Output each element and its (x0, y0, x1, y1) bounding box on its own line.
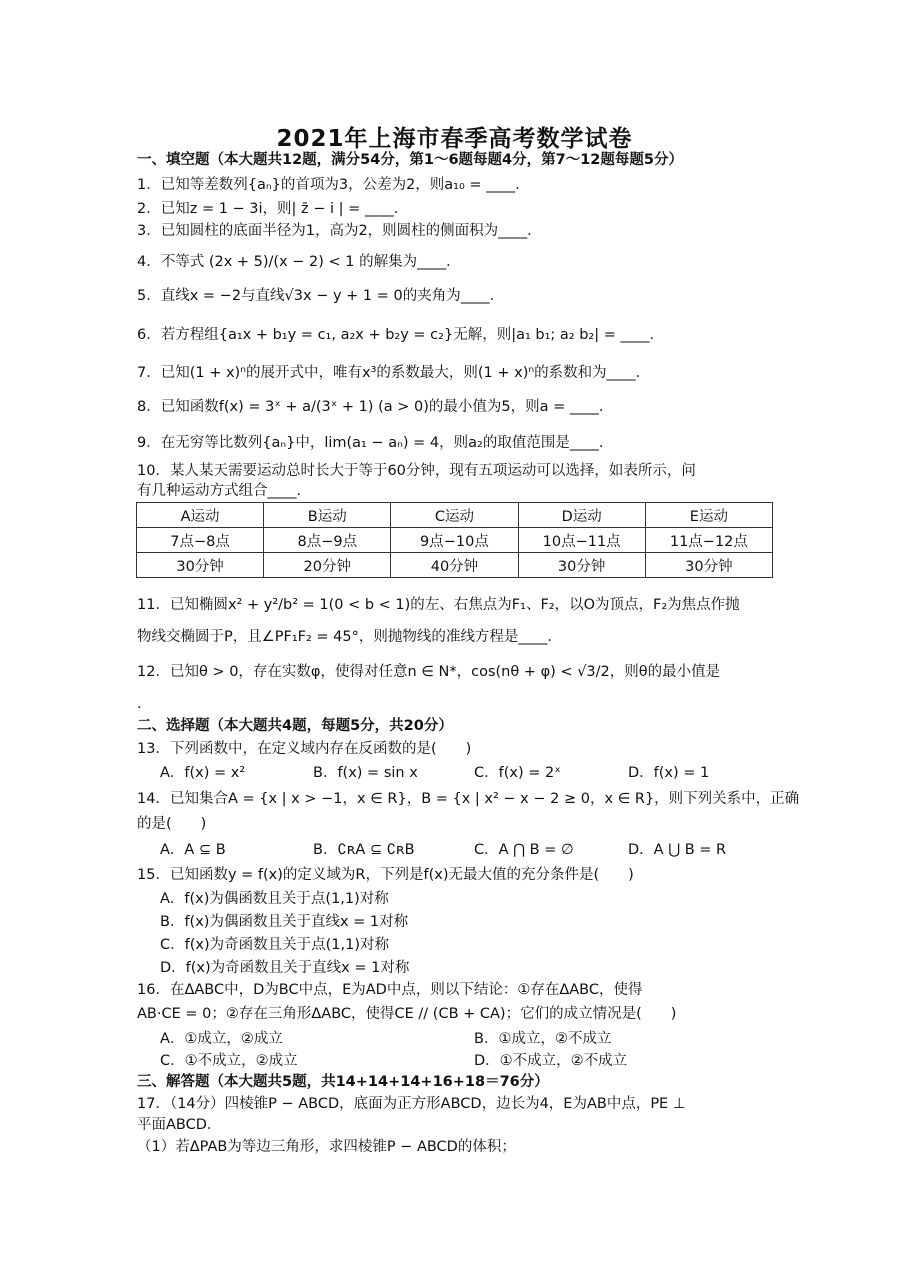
table-cell: 11点−12点 (645, 528, 772, 553)
question-16-line1: 16．在ΔABC中，D为BC中点，E为AD中点，则以下结论：①存在ΔABC，使得 (137, 982, 643, 998)
q16-option-d: D．①不成立，②不成立 (474, 1053, 628, 1069)
q13-option-b: B．f(x) = sin x (313, 765, 418, 781)
q16-option-b: B．①成立，②不成立 (474, 1031, 612, 1047)
q16-option-a: A．①成立，②成立 (160, 1031, 283, 1047)
question-10-line2: 有几种运动方式组合____． (137, 483, 311, 499)
q15-option-a: A．f(x)为偶函数且关于点(1,1)对称 (160, 891, 389, 907)
question-16-line2: AB·CE = 0；②存在三角形ΔABC，使得CE // (CB + CA)；它们的成立情况是( ) (137, 1006, 677, 1022)
question-14-line1: 14．已知集合A = {x | x > −1，x ∈ R}，B = {x | x² − x − 2 ≥ 0，x ∈ R}，则下列关系中，正确 (137, 791, 800, 807)
table-cell: 30分钟 (645, 553, 772, 578)
question-9: 9．在无穷等比数列{aₙ}中，lim(a₁ − aₙ) = 4，则a₂的取值范围是____． (137, 435, 614, 451)
table-row (137, 528, 773, 553)
q15-option-d: D．f(x)为奇函数且关于直线x = 1对称 (160, 960, 410, 976)
q13-option-d: D．f(x) = 1 (628, 765, 710, 781)
table-cell: A运动 (137, 503, 264, 528)
table-header-row (137, 503, 773, 528)
question-17-line1: 17．（14分）四棱锥P − ABCD，底面为正方形ABCD，边长为4，E为AB中点，PE ⊥ (137, 1096, 686, 1112)
table-cell: 8点−9点 (264, 528, 391, 553)
table-cell: 30分钟 (518, 553, 645, 578)
table-row (137, 553, 773, 578)
q16-option-c: C．①不成立，②成立 (160, 1053, 298, 1069)
question-17-part1: （1）若ΔPAB为等边三角形，求四棱锥P − ABCD的体积； (137, 1139, 516, 1155)
q13-option-a: A．f(x) = x² (160, 765, 246, 781)
q14-option-c: C．A ⋂ B = ∅ (474, 842, 574, 858)
table-cell: 10点−11点 (518, 528, 645, 553)
question-11-line1: 11．已知椭圆x² + y²/b² = 1(0 < b < 1)的左、右焦点为F₁、F₂，以O为顶点，F₂为焦点作抛 (137, 597, 740, 613)
table-cell: E运动 (645, 503, 772, 528)
question-7: 7．已知(1 + x)ⁿ的展开式中，唯有x³的系数最大，则(1 + x)ⁿ的系数和为____． (137, 365, 651, 381)
table-cell: C运动 (391, 503, 518, 528)
table-cell: 20分钟 (264, 553, 391, 578)
table-cell: B运动 (264, 503, 391, 528)
question-15: 15．已知函数y = f(x)的定义域为R，下列是f(x)无最大值的充分条件是( ) (137, 867, 634, 883)
exam-title: 2021年上海市春季高考数学试卷 (276, 126, 633, 152)
q14-option-d: D．A ⋃ B = R (628, 842, 727, 858)
section-2-heading: 二、选择题（本大题共4题，每题5分，共20分） (137, 718, 453, 734)
question-3: 3．已知圆柱的底面半径为1，高为2，则圆柱的侧面积为____． (137, 223, 542, 239)
question-12-line1: 12．已知θ > 0，存在实数φ，使得对任意n ∈ N*，cos(nθ + φ) < √3/2，则θ的最小值是 (137, 664, 721, 680)
question-5: 5．直线x = −2与直线√3x − y + 1 = 0的夹角为____． (137, 288, 505, 304)
question-17-line2: 平面ABCD． (137, 1117, 222, 1133)
question-4: 4．不等式 (2x + 5)/(x − 2) < 1 的解集为____． (137, 254, 461, 270)
question-6: 6．若方程组{a₁x + b₁y = c₁, a₂x + b₂y = c₂}无解，则|a₁ b₁; a₂ b₂| = ____． (137, 327, 664, 343)
table-cell: 30分钟 (137, 553, 264, 578)
question-2: 2．已知z = 1 − 3i，则| z̄ − i | = ____． (137, 201, 409, 217)
q14-option-b: B．∁ʀA ⊆ ∁ʀB (313, 842, 415, 858)
table-cell: D运动 (518, 503, 645, 528)
section-3-heading: 三、解答题（本大题共5题，共14+14+14+16+18＝76分） (137, 1074, 549, 1090)
table-cell: 40分钟 (391, 553, 518, 578)
question-12-line2: ． (137, 696, 152, 712)
question-1: 1．已知等差数列{aₙ}的首项为3，公差为2，则a₁₀ = ____． (137, 177, 530, 193)
q15-option-b: B．f(x)为偶函数且关于直线x = 1对称 (160, 914, 409, 930)
question-8: 8．已知函数f(x) = 3ˣ + a/(3ˣ + 1) (a > 0)的最小值为5，则a = ____． (137, 399, 614, 415)
q13-option-c: C．f(x) = 2ˣ (474, 765, 561, 781)
sports-table (136, 502, 773, 578)
question-10-line1: 10．某人某天需要运动总时长大于等于60分钟，现有五项运动可以选择，如表所示，问 (137, 463, 696, 479)
q14-option-a: A．A ⊆ B (160, 842, 226, 858)
section-1-heading: 一、填空题（本大题共12题，满分54分，第1～6题每题4分，第7～12题每题5分） (137, 152, 683, 168)
question-11-line2: 物线交椭圆于P，且∠PF₁F₂ = 45°，则抛物线的准线方程是____． (137, 629, 562, 645)
table-cell: 9点−10点 (391, 528, 518, 553)
table-cell: 7点−8点 (137, 528, 264, 553)
q15-option-c: C．f(x)为奇函数且关于点(1,1)对称 (160, 937, 389, 953)
question-13: 13．下列函数中，在定义域内存在反函数的是( ) (137, 741, 472, 757)
question-14-line2: 的是( ) (137, 816, 207, 832)
